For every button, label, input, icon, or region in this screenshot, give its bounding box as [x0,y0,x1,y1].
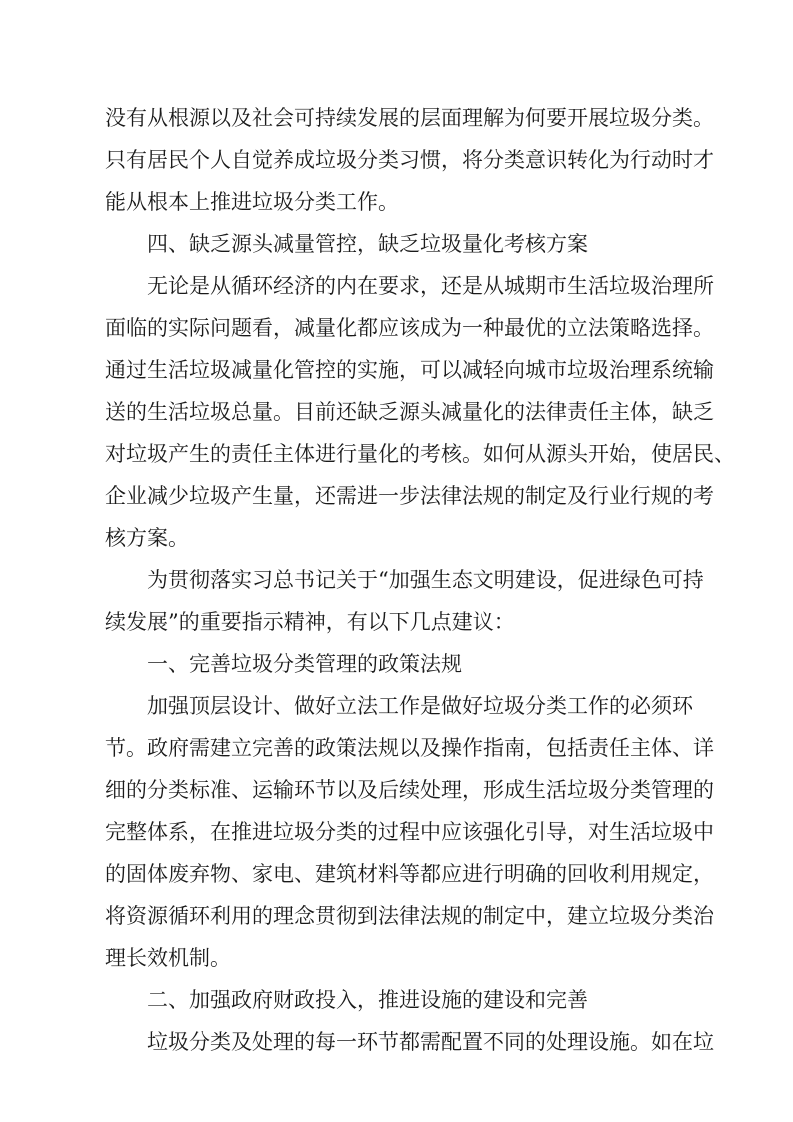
text-line: 为贯彻落实习总书记关于“加强生态文明建设，促进绿色可持 [147,568,704,592]
text-line: 无论是从循环经济的内在要求，还是从城期市生活垃圾治理所 [147,274,714,298]
text-line: 能从根本上推进垃圾分类工作。 [105,190,399,214]
section-heading: 四、缺乏源头减量管控，缺乏垃圾量化考核方案 [147,232,588,256]
text-line: 垃圾分类及处理的每一环节都需配置不同的处理设施。如在垃 [147,1030,714,1054]
text-line: 的固体废弃物、家电、建筑材料等都应进行明确的回收利用规定， [105,862,714,886]
text-line: 理长效机制。 [105,946,231,970]
text-line: 加强顶层设计、做好立法工作是做好垃圾分类工作的必须环 [147,694,693,718]
text-line: 通过生活垃圾减量化管控的实施，可以减轻向城市垃圾治理系统输 [105,358,714,382]
text-line: 送的生活垃圾总量。目前还缺乏源头减量化的法律责任主体，缺乏 [105,400,714,424]
section-heading: 二、加强政府财政投入，推进设施的建设和完善 [147,988,588,1012]
text-line: 将资源循环利用的理念贯彻到法律法规的制定中，建立垃圾分类治 [105,904,714,928]
text-line: 节。政府需建立完善的政策法规以及操作指南，包括责任主体、详 [105,736,714,760]
text-line: 完整体系，在推进垃圾分类的过程中应该强化引导，对生活垃圾中 [105,820,714,844]
text-line: 没有从根源以及社会可持续发展的层面理解为何要开展垃圾分类。 [105,106,714,130]
text-line: 对垃圾产生的责任主体进行量化的考核。如何从源头开始，使居民、 [105,442,735,466]
text-line: 只有居民个人自觉养成垃圾分类习惯，将分类意识转化为行动时才 [105,148,714,172]
section-heading: 一、完善垃圾分类管理的政策法规 [147,652,462,676]
text-line: 企业减少垃圾产生量，还需进一步法律法规的制定及行业行规的考 [105,484,714,508]
text-line: 核方案。 [105,526,189,550]
text-line: 续发展”的重要指示精神，有以下几点建议： [105,610,515,634]
text-line: 细的分类标准、运输环节以及后续处理，形成生活垃圾分类管理的 [105,778,714,802]
text-line: 面临的实际问题看，减量化都应该成为一种最优的立法策略选择。 [105,316,714,340]
